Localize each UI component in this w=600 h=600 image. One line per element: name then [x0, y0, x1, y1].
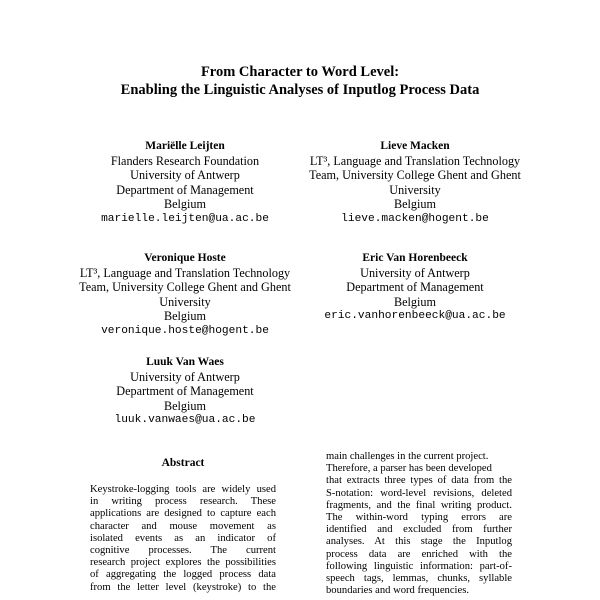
author-affiliation-line: University [159, 294, 211, 309]
author-block-van-horenbeeck [300, 251, 530, 324]
author-block-macken [300, 139, 530, 227]
author-affiliation-line: LT³, Language and Translation Technology [309, 153, 521, 168]
abstract-line: character and mouse movement as [90, 520, 276, 532]
title-line-1: From Character to Word Level: [200, 64, 400, 80]
abstract-line: boundaries and word frequencies. [326, 585, 469, 597]
author-email: luuk.vanwaes@ua.ac.be [114, 414, 256, 427]
abstract-line: of aggregating the logged process data [90, 569, 276, 581]
author-affiliation-line: Department of Management [116, 384, 254, 399]
author-block-van-waes [70, 355, 300, 428]
abstract-line: cognitive processes. The current [90, 545, 276, 557]
author-affiliation-line: Department of Management [346, 280, 484, 295]
abstract-line: Keystroke-logging tools are widely used [90, 484, 276, 495]
abstract-line: identified and excluded from further [326, 524, 512, 536]
abstract-line: from the letter level (keystroke) to the [90, 581, 276, 593]
author-affiliation-line: Belgium [394, 294, 436, 309]
author-email: eric.vanhorenbeeck@ua.ac.be [324, 310, 506, 323]
abstract-line: Therefore, a parser has been developed [326, 463, 492, 475]
author-name: Veronique Hoste [144, 252, 226, 264]
abstract-line: speech tags, lemmas, chunks, syllable [326, 573, 512, 585]
author-affiliation-line: Belgium [164, 309, 206, 324]
author-affiliation-line: Belgium [164, 398, 206, 413]
author-email: veronique.hoste@hogent.be [101, 324, 269, 337]
abstract-heading: Abstract [161, 457, 205, 469]
abstract-line: research project explores the possibilities [90, 557, 276, 569]
author-name: Mariëlle Leijten [145, 140, 225, 152]
author-affiliation-line: LT³, Language and Translation Technology [79, 265, 291, 280]
author-affiliation-line: University of Antwerp [130, 168, 240, 183]
author-affiliation-line: Team, University College Ghent and Ghent [309, 168, 521, 183]
author-affiliation-line: Flanders Research Foundation [110, 153, 260, 168]
abstract-line: following linguistic information: part-of- [326, 560, 512, 572]
author-affiliation-line: Department of Management [116, 182, 254, 197]
abstract-left-column [90, 484, 276, 594]
author-affiliation-line: University of Antwerp [360, 265, 470, 280]
abstract-line: in writing process research. These [90, 496, 276, 508]
author-affiliation-line: University of Antwerp [130, 369, 240, 384]
author-name: Lieve Macken [380, 140, 450, 152]
author-name: Luuk Van Waes [146, 356, 224, 368]
author-affiliation-line: University [389, 182, 441, 197]
abstract-line: applications are designed to capture each [90, 508, 276, 520]
author-block-hoste [70, 251, 300, 339]
author-affiliation-line: Belgium [394, 197, 436, 212]
author-affiliation-line: Belgium [164, 197, 206, 212]
abstract-line: analyses. At this stage the Inputlog [326, 536, 512, 548]
abstract-line: main challenges in the current project. [326, 451, 489, 462]
author-email: marielle.leijten@ua.ac.be [101, 212, 269, 225]
author-affiliation-line: Team, University College Ghent and Ghent [79, 280, 291, 295]
abstract-line: The within-word typing errors are [326, 512, 512, 524]
abstract-right-column [326, 451, 512, 597]
author-email: lieve.macken@hogent.be [341, 212, 489, 225]
paper-title [0, 63, 600, 99]
abstract-line: process data are enriched with the [326, 548, 512, 560]
abstract-line: isolated events as an indicator of [90, 532, 276, 544]
author-block-leijten [70, 139, 300, 227]
author-name: Eric Van Horenbeeck [362, 252, 468, 264]
abstract-line: that extracts three types of data from the [326, 475, 512, 487]
abstract-line: fragments, and the final writing product. [326, 499, 512, 511]
title-line-2: Enabling the Linguistic Analyses of Inputlog Process Data [120, 82, 480, 98]
abstract-line: S-notation: word-level revisions, deleted [326, 487, 512, 499]
